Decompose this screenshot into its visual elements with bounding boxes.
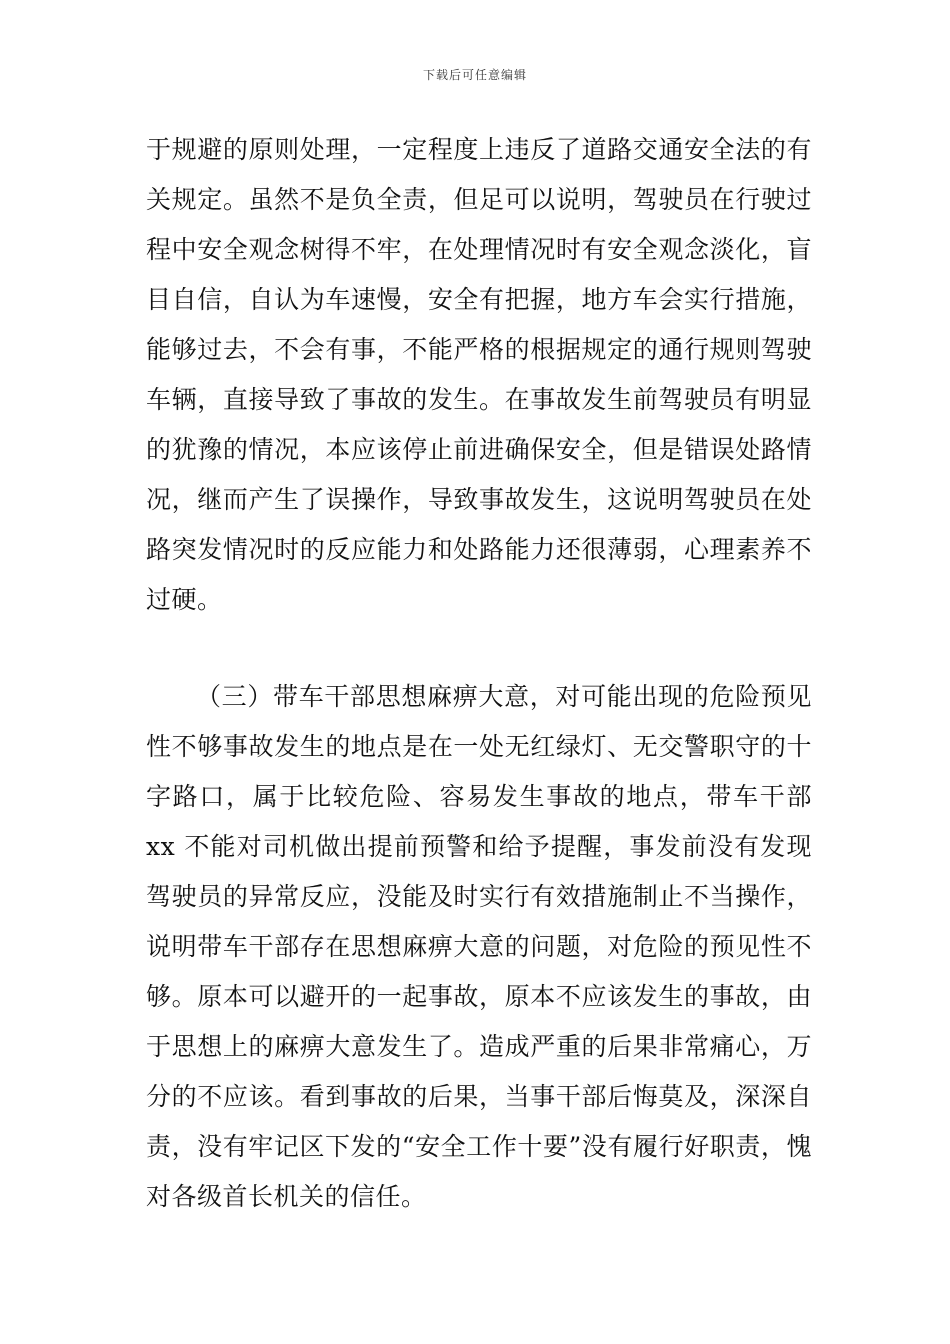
body-paragraph-1: 于规避的原则处理，一定程度上违反了道路交通安全法的有关规定。虽然不是负全责，但足可以说明，驾驶员在行驶过程中安全观念树得不牢，在处理情况时有安全观念淡化，盲目自信，自认为车速慢，安全有把握，地方车会实行措施，能够过去，不会有事，不能严格的根据规定的通行规则驾驶车辆，直接导致了事故的发生。在事故发生前驾驶员有明显的犹豫的情况，本应该停止前进确保安全，但是错误处路情况，继而产生了误操作，导致事故发生，这说明驾驶员在处路突发情况时的反应能力和处路能力还很薄弱，心理素养不过硬。 <box>146 135 812 614</box>
body-paragraph-2: （三）带车干部思想麻痹大意，对可能出现的危险预见性不够事故发生的地点是在一处无红绿灯、无交警职守的十字路口，属于比较危险、容易发生事故的地点，带车干部 xx 不能对司机做出提前预警和给予提醒，事发前没有发现驾驶员的异常反应，没能及时实行有效措施制止不当操作，说明带车干部存在思想麻痹大意的问题，对危险的预见性不够。原本可以避开的一起事故，原本不应该发生的事故，由于思想上的麻痹大意发生了。造成严重的后果非常痛心，万分的不应该。看到事故的后果，当事干部后悔莫及，深深自责，没有牢记区下发的“安全工作十要”没有履行好职责，愧对各级首长机关的信任。 <box>146 682 812 1211</box>
page-header-note: 下载后可任意编辑 <box>422 68 527 82</box>
